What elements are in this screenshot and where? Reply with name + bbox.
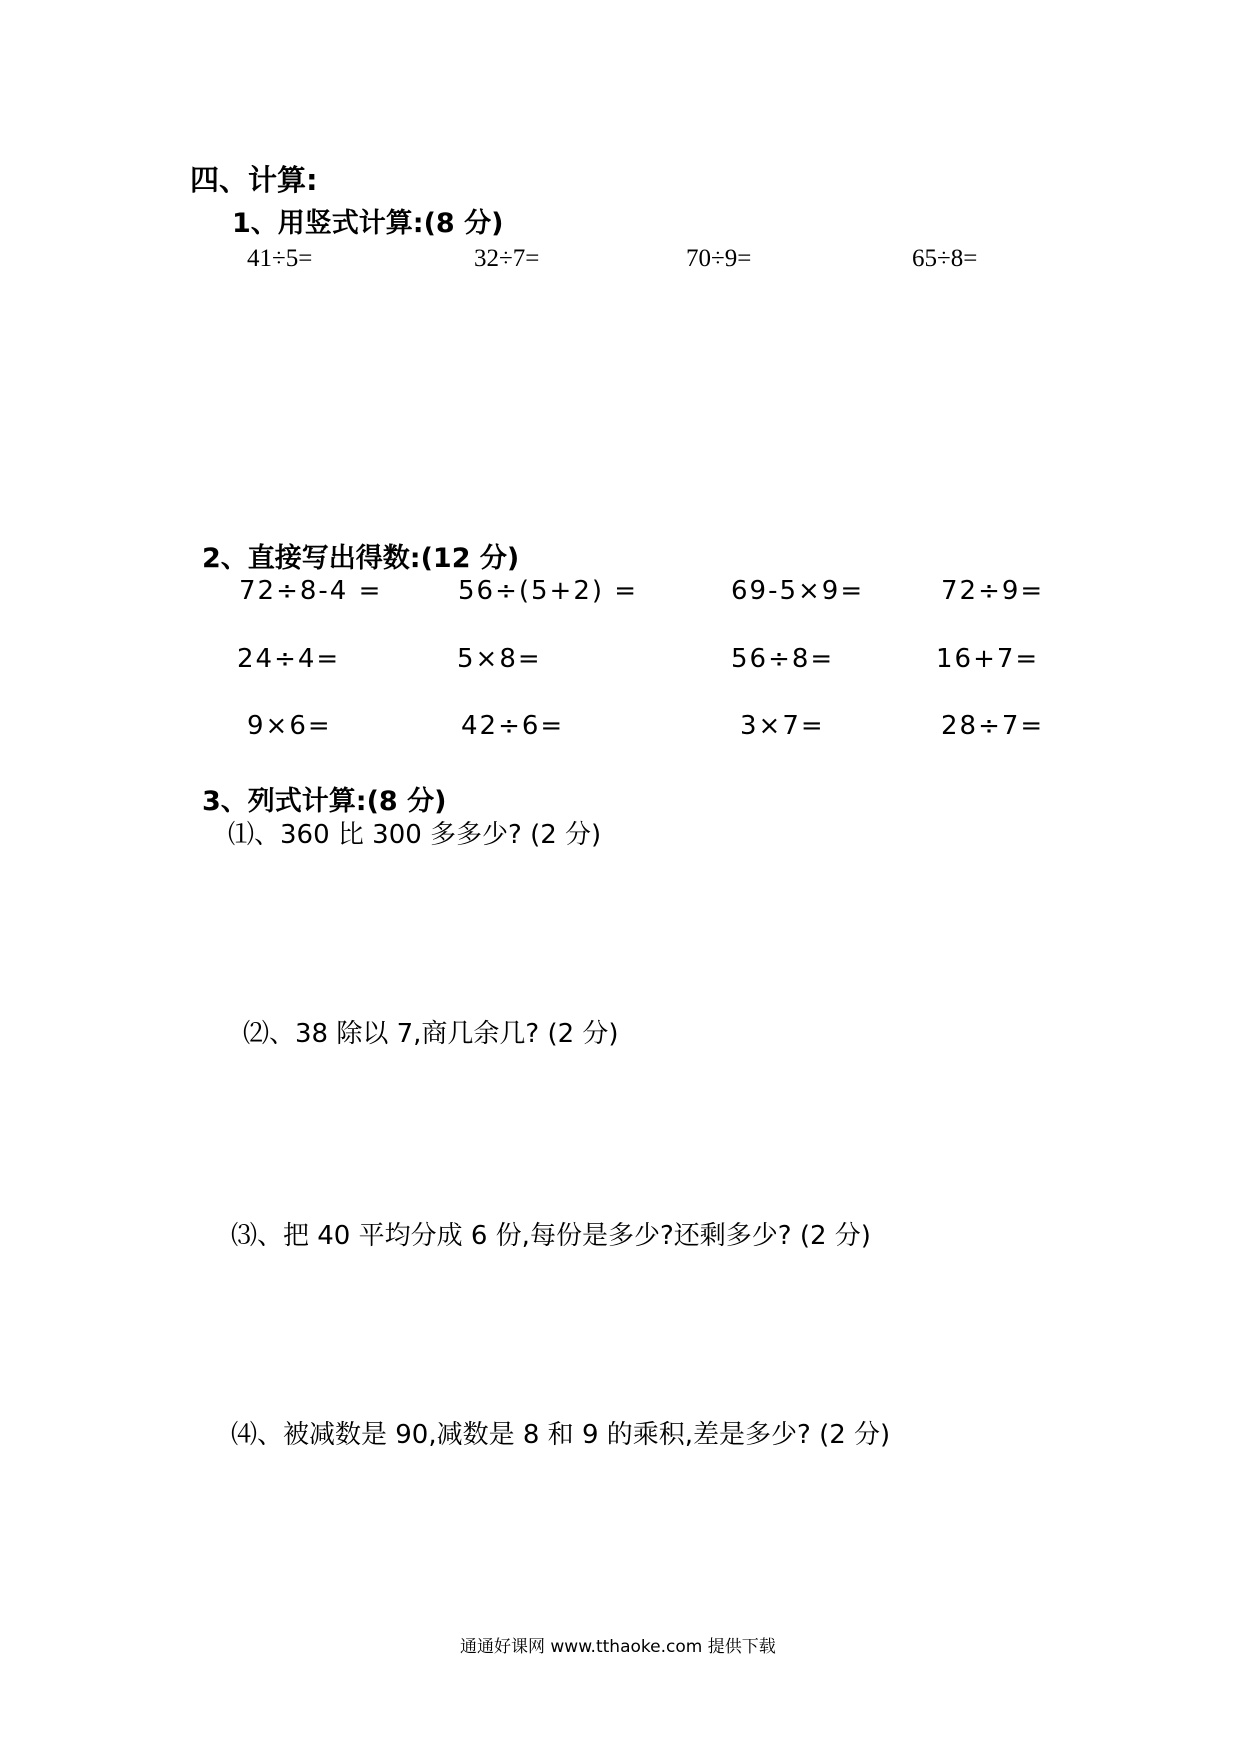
part3-question: ⑷、被减数是 90,减数是 8 和 9 的乘积,差是多少? (2 分) <box>231 1420 891 1450</box>
part3-question: ⑴、360 比 300 多多少? (2 分) <box>228 820 602 850</box>
part1-item: 32÷7= <box>474 245 540 272</box>
part2-item: 9×6= <box>247 711 332 741</box>
part2-item: 72÷8-4 = <box>239 576 383 606</box>
part1-item: 65÷8= <box>912 245 978 272</box>
section-title: 四、计算: <box>190 163 318 197</box>
part2-item: 3×7= <box>740 711 825 741</box>
part1-title: 1、用竖式计算:(8 分) <box>232 208 504 239</box>
part3-question: ⑵、38 除以 7,商几余几? (2 分) <box>243 1019 619 1049</box>
part2-item: 56÷8= <box>731 644 835 674</box>
part2-title: 2、直接写出得数:(12 分) <box>202 543 520 574</box>
part3-title: 3、列式计算:(8 分) <box>202 786 447 817</box>
part2-item: 28÷7= <box>941 711 1045 741</box>
part1-item: 41÷5= <box>247 245 313 272</box>
part2-item: 16+7= <box>936 644 1040 674</box>
footer-text: 通通好课网 www.tthaoke.com 提供下载 <box>460 1637 776 1657</box>
part3-question: ⑶、把 40 平均分成 6 份,每份是多少?还剩多少? (2 分) <box>231 1221 871 1251</box>
part2-item: 72÷9= <box>941 576 1045 606</box>
part2-item: 42÷6= <box>461 711 565 741</box>
part2-item: 69-5×9= <box>731 576 865 606</box>
part2-item: 24÷4= <box>237 644 341 674</box>
part1-item: 70÷9= <box>686 245 752 272</box>
part2-item: 5×8= <box>457 644 542 674</box>
part2-item: 56÷(5+2) = <box>458 576 639 606</box>
